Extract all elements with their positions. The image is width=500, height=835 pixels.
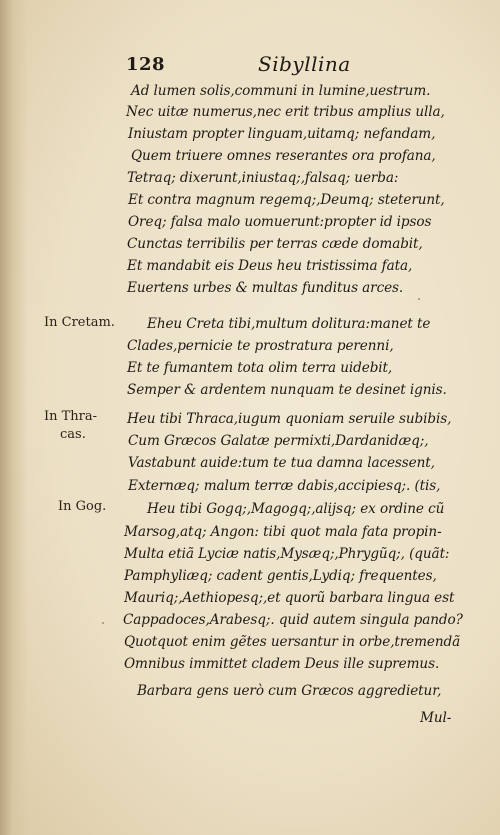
verse-line: Mauriq;,Aethiopesq;,et quorũ barbara lingua est xyxy=(124,590,455,606)
verse-line: Et contra magnum regemq;,Deumq; steterunt, xyxy=(128,192,445,208)
verse-line: Semper & ardentem nunquam te desinet ignis. xyxy=(127,382,447,398)
verse-line: Marsog,atq; Angon: tibi quot mala fata propin- xyxy=(124,524,442,540)
verse-line: Quem triuere omnes reserantes ora profana, xyxy=(131,148,436,164)
marginal-note-thrace: In Thra- xyxy=(44,409,98,424)
verse-line: Oreq; falsa malo uomuerunt:propter id ipsos xyxy=(128,214,432,230)
verse-line: Externæq; malum terræ dabis,accipiesq;. (tis, xyxy=(128,478,441,494)
page-number: 128 xyxy=(126,54,166,75)
verse-line: Cum Græcos Galatæ permixti,Dardanidæq;, xyxy=(128,433,429,449)
verse-line: Euertens urbes & multas funditus arces. xyxy=(127,280,404,296)
verse-line: Clades,pernicie te prostratura perenni, xyxy=(127,338,394,354)
verse-line: Omnibus immittet cladem Deus ille supremus. xyxy=(124,656,440,672)
verse-line: Et mandabit eis Deus heu tristissima fata, xyxy=(127,258,413,274)
verse-line: Tetraq; dixerunt,iniustaq;,falsaq; uerba: xyxy=(127,170,399,186)
verse-line: Quotquot enim gẽtes uersantur in orbe,tremendã xyxy=(124,634,461,650)
verse-line: Multa etiã Lyciæ natis,Mysæq;,Phrygũq;, (quãt: xyxy=(124,546,450,562)
verse-line: Eheu Creta tibi,multum dolitura:manet te xyxy=(147,316,431,332)
verse-line: Vastabunt auide:tum te tua damna lacessent, xyxy=(128,455,435,471)
verse-line: Heu tibi Gogq;,Magogq;,alijsq; ex ordine cũ xyxy=(147,501,445,517)
running-head: Sibyllina xyxy=(258,52,351,76)
verse-line: Barbara gens uerò cum Græcos aggredietur, xyxy=(137,683,442,699)
verse-line: Cappadoces,Arabesq;. quid autem singula pando? xyxy=(123,612,463,628)
verse-line: Nec uitæ numerus,nec erit tribus amplius ulla, xyxy=(126,104,445,120)
gutter-shadow xyxy=(0,0,28,835)
marginal-note-thrace-cont: cas. xyxy=(60,427,86,442)
verse-line: Ad lumen solis,communi in lumine,uestrum. xyxy=(131,83,431,99)
verse-line: Heu tibi Thraca,iugum quoniam seruile subibis, xyxy=(127,411,452,427)
ink-speck xyxy=(102,622,104,624)
ink-speck xyxy=(418,298,420,300)
verse-line: Et te fumantem tota olim terra uidebit, xyxy=(127,360,393,376)
page-header xyxy=(0,54,500,80)
marginal-note-gog: In Gog. xyxy=(58,499,107,514)
marginal-note-crete: In Cretam. xyxy=(44,315,115,330)
catchword: Mul- xyxy=(420,710,452,726)
verse-line: Iniustam propter linguam,uitamq; nefandam, xyxy=(128,126,436,142)
verse-line: Cunctas terribilis per terras cæde domabit, xyxy=(127,236,423,252)
verse-line: Pamphyliæq; cadent gentis,Lydiq; frequentes, xyxy=(124,568,437,584)
